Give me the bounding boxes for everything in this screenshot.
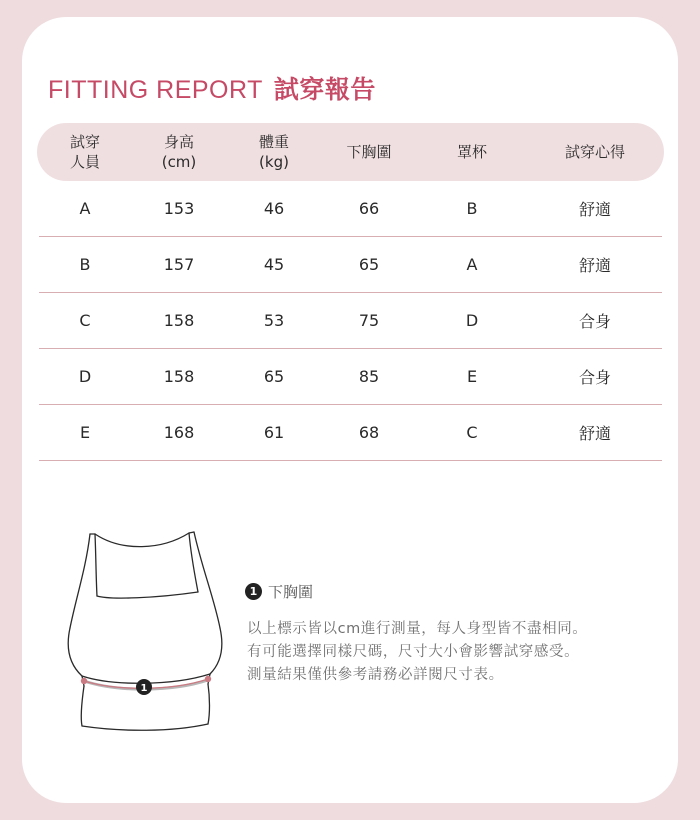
left-side [68, 628, 82, 676]
cell-tester: C [79, 310, 91, 330]
cell-underbust: 66 [358, 198, 380, 218]
band-bottom [82, 724, 208, 730]
cell-weight: 46 [263, 198, 285, 218]
cell-tester: A [79, 198, 91, 218]
cell-underbust: 68 [358, 422, 380, 442]
cell-feedback: 舒適 [578, 199, 612, 219]
left-strap-inner [95, 534, 97, 596]
cell-weight: 53 [263, 310, 285, 330]
back-neckline [95, 533, 189, 547]
cell-cup: E [466, 366, 478, 386]
table-row [39, 180, 662, 237]
cell-weight: 45 [263, 254, 285, 274]
title-english: FITTING REPORT [48, 76, 263, 104]
cell-height: 158 [163, 366, 195, 386]
header-cup: 罩杯 [456, 143, 488, 161]
right-side [210, 628, 222, 674]
cell-tester: B [79, 254, 91, 274]
cell-feedback: 舒適 [578, 423, 612, 443]
right-strap-outer [194, 532, 220, 628]
header-underbust: 下胸圍 [346, 143, 392, 161]
cell-underbust: 85 [358, 366, 380, 386]
cell-cup: C [466, 422, 478, 442]
header-height: 身高 (cm) [161, 133, 197, 171]
cell-underbust: 65 [358, 254, 380, 274]
note-line: 以上標示皆以cm進行測量，每人身型皆不盡相同。 [247, 621, 588, 637]
title-chinese: 試穿報告 [273, 75, 376, 104]
cell-feedback: 合身 [578, 367, 612, 387]
neckline [97, 592, 198, 598]
header-feedback: 試穿心得 [564, 143, 626, 161]
cell-height: 168 [163, 422, 195, 442]
cell-cup: D [465, 310, 479, 330]
table-header [37, 123, 664, 181]
cell-height: 157 [163, 254, 195, 274]
cell-height: 158 [163, 310, 195, 330]
measure-marker-number: 1 [140, 683, 148, 694]
bra-top-diagram [62, 528, 232, 738]
left-strap-outer [70, 534, 90, 628]
legend-label: 下胸圍 [268, 583, 314, 601]
table-row [39, 292, 662, 349]
band-left [81, 686, 84, 726]
cell-weight: 65 [263, 366, 285, 386]
table-row [39, 404, 662, 461]
measure-point-left [81, 678, 87, 684]
page-title [48, 70, 376, 106]
band-right [208, 684, 210, 724]
cell-tester: E [79, 422, 91, 442]
table-row [39, 348, 662, 405]
cell-cup: A [466, 254, 478, 274]
cell-feedback: 舒適 [578, 255, 612, 275]
legend-underbust [245, 581, 313, 602]
cell-tester: D [78, 366, 92, 386]
header-weight: 體重 (kg) [258, 133, 290, 171]
table-row [39, 236, 662, 293]
measurement-note [247, 618, 587, 687]
cell-weight: 61 [263, 422, 285, 442]
note-line: 測量結果僅供參考請務必詳閱尺寸表。 [247, 667, 504, 683]
cell-height: 153 [163, 198, 195, 218]
cell-feedback: 合身 [578, 311, 612, 331]
marker-badge: 1 [245, 583, 262, 600]
note-line: 有可能選擇同樣尺碼，尺寸大小會影響試穿感受。 [247, 644, 580, 660]
header-tester: 試穿 人員 [69, 133, 101, 171]
measure-point-right [205, 676, 211, 682]
cell-underbust: 75 [358, 310, 380, 330]
cell-cup: B [466, 198, 478, 218]
